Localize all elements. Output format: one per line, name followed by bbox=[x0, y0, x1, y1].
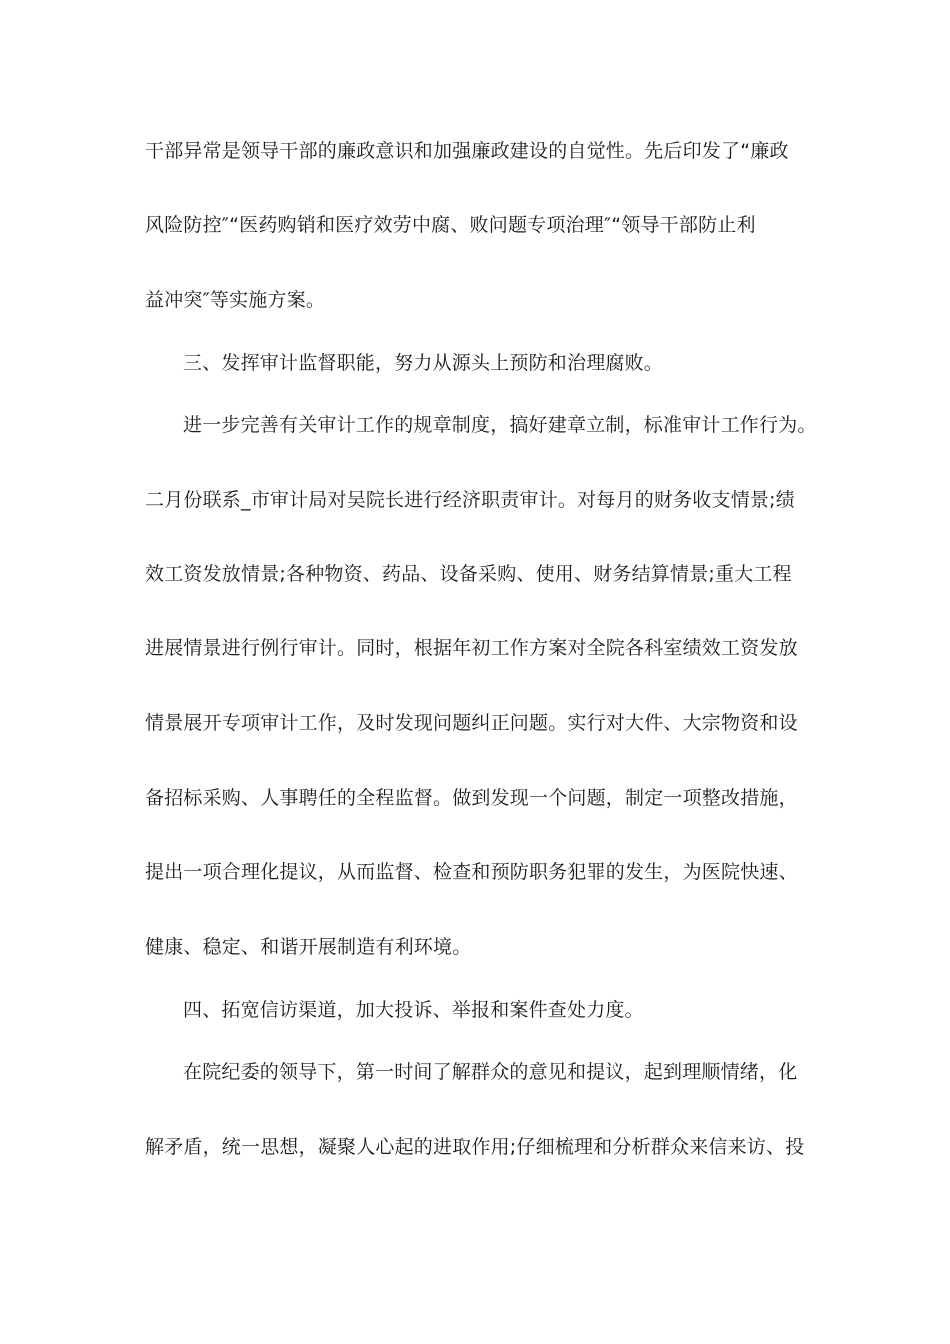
paragraph-line: 二月份联系_市审计局对吴院长进行经济职责审计。对每月的财务收支情景;绩 bbox=[145, 489, 795, 511]
paragraph-line: 益冲突″等实施方案。 bbox=[145, 289, 326, 311]
paragraph-line: 进一步完善有关审计工作的规章制度，搞好建章立制，标准审计工作行为。 bbox=[183, 414, 817, 436]
paragraph-line: 干部异常是领导干部的廉政意识和加强廉政建设的自觉性。先后印发了“廉政 bbox=[145, 140, 789, 162]
section-heading: 四、拓宽信访渠道，加大投诉、举报和案件查处力度。 bbox=[183, 999, 644, 1021]
paragraph-line: 进展情景进行例行审计。同时，根据年初工作方案对全院各科室绩效工资发放 bbox=[145, 637, 798, 659]
paragraph-line: 提出一项合理化提议，从而监督、检查和预防职务犯罪的发生，为医院快速、 bbox=[145, 861, 798, 883]
paragraph-line: 健康、稳定、和谐开展制造有利环境。 bbox=[145, 936, 472, 958]
paragraph-line: 解矛盾，统一思想，凝聚人心起的进取作用;仔细梳理和分析群众来信来访、投 bbox=[145, 1136, 805, 1158]
paragraph-line: 备招标采购、人事聘任的全程监督。做到发现一个问题，制定一项整改措施， bbox=[145, 787, 798, 809]
paragraph-line: 在院纪委的领导下，第一时间了解群众的意见和提议，起到理顺情绪，化 bbox=[183, 1061, 798, 1083]
paragraph-line: 情景展开专项审计工作，及时发现问题纠正问题。实行对大件、大宗物资和设 bbox=[145, 712, 798, 734]
paragraph-line: 风险防控″“医药购销和医疗效劳中腐、败问题专项治理″“领导干部防止利 bbox=[145, 214, 756, 236]
paragraph-line: 效工资发放情景;各种物资、药品、设备采购、使用、财务结算情景;重大工程 bbox=[145, 563, 792, 585]
section-heading: 三、发挥审计监督职能，努力从源头上预防和治理腐败。 bbox=[183, 352, 664, 374]
